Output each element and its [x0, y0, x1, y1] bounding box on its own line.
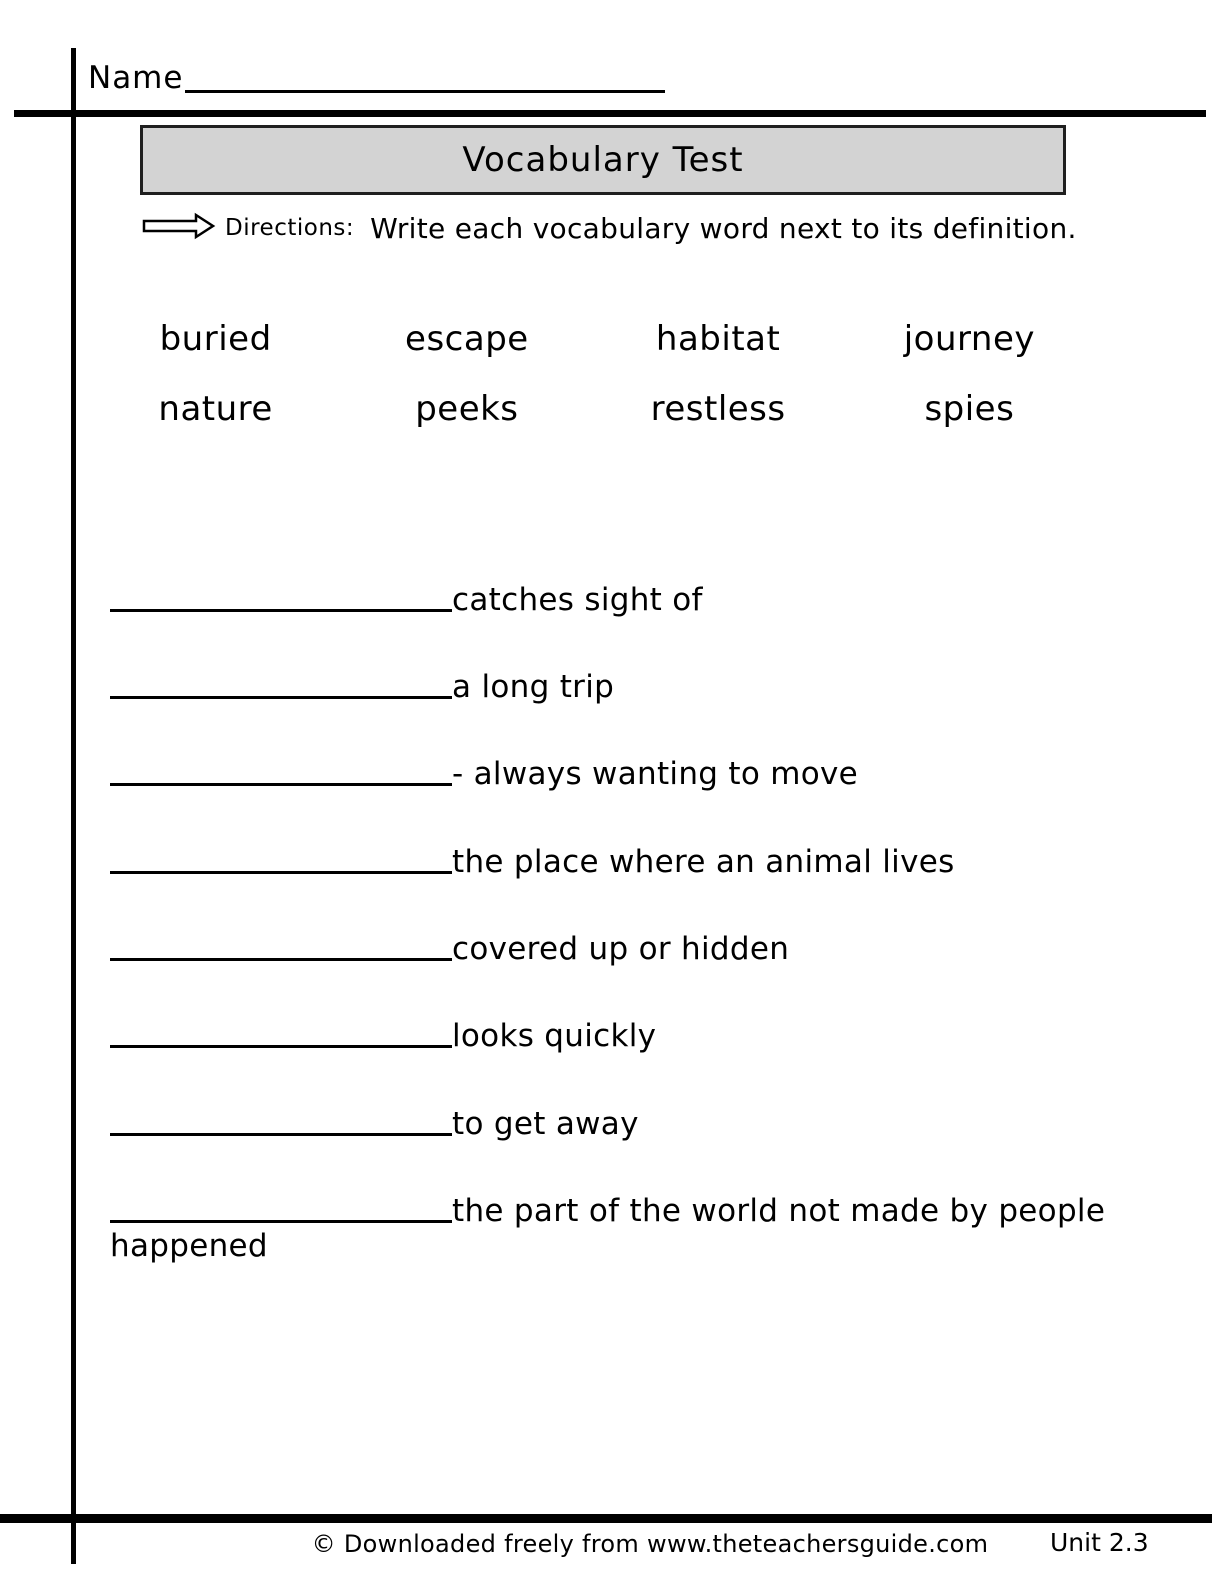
word-bank-item: buried — [159, 319, 272, 359]
header-divider-rule — [14, 110, 1206, 117]
answer-blank-line[interactable] — [110, 695, 452, 699]
definition-row — [110, 662, 1190, 706]
word-bank-item: spies — [924, 389, 1015, 429]
name-row — [88, 50, 665, 94]
answer-blank-line[interactable] — [110, 608, 452, 612]
directions-text: Write each vocabulary word next to its definition. — [370, 211, 1077, 245]
footer-divider-rule — [0, 1514, 1212, 1523]
definition-text: a long trip — [452, 669, 615, 706]
word-bank — [90, 314, 1095, 434]
definition-row — [110, 749, 1190, 793]
footer-credit: © Downloaded freely from www.theteachersguide.com — [311, 1530, 989, 1558]
footer-unit-label: Unit 2.3 — [1050, 1528, 1149, 1557]
answer-blank-line[interactable] — [110, 1219, 452, 1223]
word-bank-item: restless — [650, 389, 786, 429]
word-bank-item: peeks — [415, 389, 519, 429]
definition-text: looks quickly — [452, 1018, 657, 1055]
definition-row — [110, 837, 1190, 881]
answer-blank-line[interactable] — [110, 782, 452, 786]
directions-row — [141, 208, 1141, 248]
left-margin-rule — [71, 48, 76, 1564]
definition-row — [110, 575, 1190, 619]
definition-row — [110, 1186, 1190, 1230]
definition-text: - always wanting to move — [452, 756, 859, 793]
answer-blank-line[interactable] — [110, 1044, 452, 1048]
definition-row — [110, 1011, 1190, 1055]
definition-text: to get away — [452, 1106, 639, 1143]
definition-row — [110, 1099, 1190, 1143]
word-bank-item: nature — [158, 389, 273, 429]
word-bank-item: habitat — [655, 319, 781, 359]
directions-label: Directions: — [225, 215, 355, 241]
title-box — [140, 125, 1066, 195]
answer-blank-line[interactable] — [110, 1132, 452, 1136]
definition-text: catches sight of — [452, 582, 703, 619]
definition-wrap-word: happened — [110, 1228, 268, 1264]
definition-text: the part of the world not made by people — [452, 1193, 1106, 1230]
definition-row — [110, 924, 1190, 968]
right-arrow-icon — [141, 211, 217, 245]
worksheet-title: Vocabulary Test — [462, 140, 744, 180]
name-label: Name — [88, 60, 184, 96]
word-bank-item: journey — [903, 319, 1035, 359]
answer-blank-line[interactable] — [110, 957, 452, 961]
definition-text: the place where an animal lives — [452, 844, 955, 881]
name-blank-line[interactable] — [185, 89, 665, 93]
answer-blank-line[interactable] — [110, 870, 452, 874]
definition-text: covered up or hidden — [452, 931, 790, 968]
word-bank-item: escape — [405, 319, 529, 359]
